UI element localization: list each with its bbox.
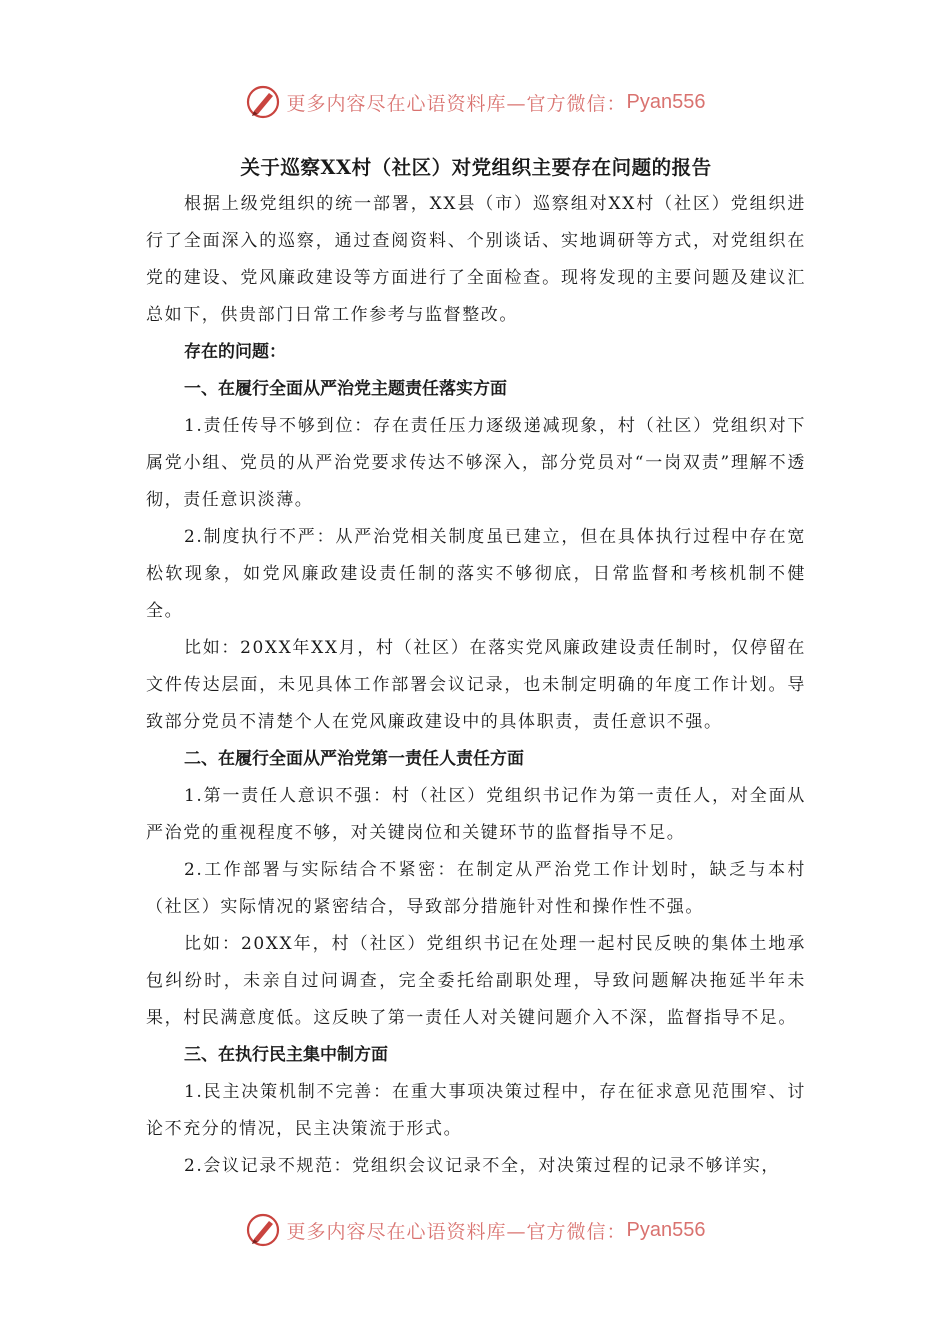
section-1-heading: 一、在履行全面从严治党主题责任落实方面 [184, 379, 507, 399]
section-3-heading: 三、在执行民主集中制方面 [184, 1045, 388, 1065]
section-1-item-2: 2.制度执行不严：从严治党相关制度虽已建立，但在具体执行过程中存在宽松软现象，如党风廉政建设责任制的落实不够彻底，日常监督和考核机制不健全。 [146, 527, 806, 621]
section-2-item-2: 2.工作部署与实际结合不紧密：在制定从严治党工作计划时，缺乏与本村（社区）实际情况的紧密结合，导致部分措施针对性和操作性不强。 [146, 860, 806, 917]
watermark-footer [0, 1210, 950, 1250]
watermark-text: 更多内容尽在心语资料库—官方微信： [286, 1220, 627, 1243]
section-1-item-1: 1.责任传导不够到位：存在责任压力逐级递减现象，村（社区）党组织对下属党小组、党员的从严治党要求传达不够深入，部分党员对“一岗双责”理解不透彻，责任意识淡薄。 [146, 416, 806, 510]
document-title: 关于巡察XX村（社区）对党组织主要存在问题的报告 [240, 156, 712, 179]
pen-logo-icon [245, 84, 281, 120]
watermark-handle: Pyan556 [626, 1218, 706, 1241]
intro-paragraph: 根据上级党组织的统一部署，XX县（市）巡察组对XX村（社区）党组织进行了全面深入的巡察，通过查阅资料、个别谈话、实地调研等方式，对党组织在党的建设、党风廉政建设等方面进行了全面检查。现将发现的主要问题及建议汇总如下，供贵部门日常工作参考与监督整改。 [146, 194, 806, 325]
problems-heading: 存在的问题： [184, 342, 286, 362]
section-1-example: 比如：20XX年XX月，村（社区）在落实党风廉政建设责任制时，仅停留在文件传达层面，未见具体工作部署会议记录，也未制定明确的年度工作计划。导致部分党员不清楚个人在党风廉政建设中的具体职责，责任意识不强。 [146, 638, 806, 732]
watermark-handle: Pyan556 [626, 90, 706, 113]
section-3-item-1: 1.民主决策机制不完善：在重大事项决策过程中，存在征求意见范围窄、讨论不充分的情况，民主决策流于形式。 [146, 1082, 806, 1139]
document-body [146, 150, 806, 1185]
watermark-text: 更多内容尽在心语资料库—官方微信： [286, 92, 627, 115]
section-3-item-2: 2.会议记录不规范：党组织会议记录不全，对决策过程的记录不够详实， [184, 1156, 781, 1176]
watermark-header [0, 82, 950, 122]
section-2-example: 比如：20XX年，村（社区）党组织书记在处理一起村民反映的集体土地承包纠纷时，未亲自过问调查，完全委托给副职处理，导致问题解决拖延半年未果，村民满意度低。这反映了第一责任人对关键问题介入不深，监督指导不足。 [146, 934, 806, 1028]
section-2-heading: 二、在履行全面从严治党第一责任人责任方面 [184, 749, 524, 769]
pen-logo-icon [245, 1212, 281, 1248]
section-2-item-1: 1.第一责任人意识不强：村（社区）党组织书记作为第一责任人，对全面从严治党的重视程度不够，对关键岗位和关键环节的监督指导不足。 [146, 786, 806, 843]
